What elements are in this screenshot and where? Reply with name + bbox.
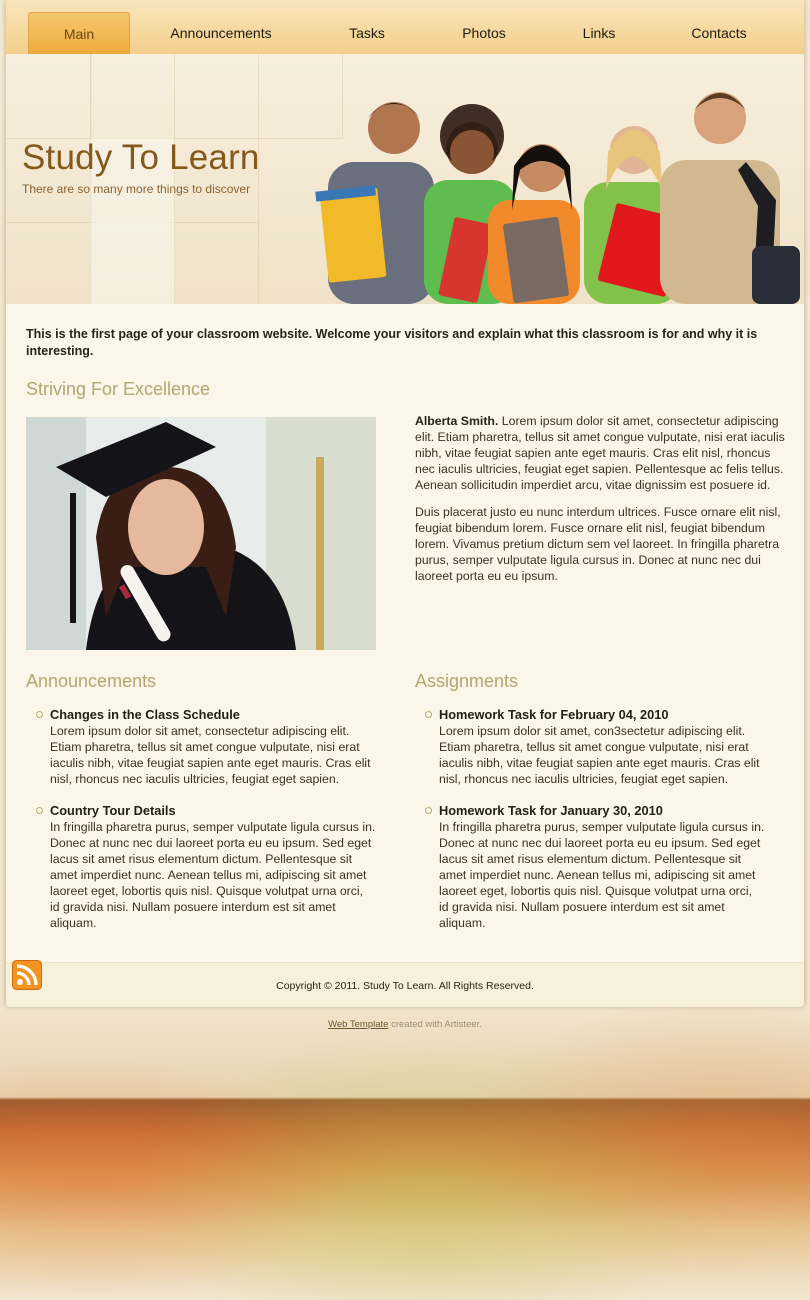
bullet-icon [36,711,43,718]
students-group-image [306,70,804,304]
copyright-text: Copyright © 2011. Study To Learn. All Rights Reserved. [276,980,534,992]
intro-paragraph-2: Duis placerat justo eu nunc interdum ultrices. Fusce ornare elit nisl, feugiat bibendum lorem. Fusce ornare elit nisl, feugiat bibendum lorem. Vivamus pretium dictum sem vel laoreet. In fringilla pharetra purus, semper vulputate ligula cursus in. Donec at nunc nec dui laoreet porta eu eu ipsum. [415,505,781,583]
site-slogan: There are so many more things to discover [22,182,251,196]
header-tile [6,222,91,304]
header-tile [90,222,175,304]
nav-item-photos[interactable]: Photos [462,25,506,41]
announcement-text: In fringilla pharetra purus, semper vulputate ligula cursus in. Donec at nunc nec dui laoreet porta eu eu ipsum. Sed eget lacus sit amet risus elementum dictum. Pellentesque sit amet imperdiet nunc. Aenean tellus mi, adipiscing sit amet laoreet eget, lobortis quis nisl. Quisque volutpat urna orci, id gravida nisi. Nullam posuere interdum est sit amet aliquam. [50,820,376,930]
author-name: Alberta Smith. [415,414,499,428]
header-tile [174,222,259,304]
announcement-title: Changes in the Class Schedule [50,707,240,722]
header-tile [6,54,91,139]
student-figure [660,92,800,304]
nav-item-contacts[interactable]: Contacts [691,25,747,41]
list-item [26,803,376,931]
nav-item-tasks[interactable]: Tasks [349,25,385,41]
announcements-heading: Announcements [26,671,157,691]
assignment-text: In fringilla pharetra purus, semper vulputate ligula cursus in. Donec at nunc nec dui laoreet porta eu eu ipsum. Sed eget lacus sit amet risus elementum dictum. Pellentesque sit amet imperdiet nunc. Aenean tellus mi, adipiscing sit amet laoreet eget, lobortis quis nisl. Quisque volutpat urna orci, id gravida nisi. Nullam posuere interdum est sit amet aliquam. [439,820,765,930]
announcement-text: Lorem ipsum dolor sit amet, consectetur adipiscing elit. Etiam pharetra, tellus sit amet congue vulputate, nisi erat iaculis nibh, vitae feugiat sapien ante eget mauris. Cras elit nisl, rhoncus nec iaculis ultricies, feugiat eget sapien. [50,724,371,786]
page-footer [6,962,804,1007]
site-header [6,54,804,304]
intro-column [415,413,787,595]
bullet-icon [425,807,432,814]
header-tile [90,54,175,139]
assignments-list [415,707,765,947]
web-template-link[interactable]: Web Template [328,1019,389,1030]
bullet-icon [425,711,432,718]
paragraph-1-text: Lorem ipsum dolor sit amet, consectetur adipiscing elit. Etiam pharetra, tellus sit amet congue vulputate, nisi erat iaculis nibh, vitae feugiat sapien ante eget mauris. Cras elit nisl, rhoncus nec iaculis ultricies, feugiat eget sapien. Pellentesque ac felis tellus. Aenean sollicitudin imperdiet arcu, vitae dignissim est posuere id. [415,414,785,492]
template-credit [0,1019,810,1030]
intro-paragraph-1 [415,413,787,493]
assignment-text: Lorem ipsum dolor sit amet, con3sectetur adipiscing elit. Etiam pharetra, tellus sit amet congue vulputate, nisi erat iaculis nibh, vitae feugiat sapien ante eget mauris. Cras elit nisl, rhoncus nec iaculis ultricies, feugiat eget sapien. [439,724,760,786]
nav-item-announcements[interactable]: Announcements [170,25,272,41]
assignments-heading: Assignments [415,671,519,691]
student-figure [488,144,580,304]
graduate-image [26,417,376,650]
student-figure [315,102,434,304]
nav-item-main[interactable]: Main [28,12,130,55]
graduate-photo [26,417,376,650]
bullet-icon [36,807,43,814]
list-item [415,707,765,787]
site-title: Study To Learn [22,138,260,177]
header-tile [174,54,259,139]
main-nav [6,0,804,55]
nav-item-links[interactable]: Links [582,25,616,41]
announcements-list [26,707,376,947]
assignment-title: Homework Task for February 04, 2010 [439,707,669,722]
list-item [26,707,376,787]
intro-text: This is the first page of your classroom website. Welcome your visitors and explain what this classroom is for and why it is interesting. [26,327,758,358]
credit-text: created with Artisteer. [388,1019,482,1030]
announcement-title: Country Tour Details [50,803,176,818]
page-sheet [6,0,804,1006]
assignment-title: Homework Task for January 30, 2010 [439,803,663,818]
list-item [415,803,765,931]
section-heading: Striving For Excellence [26,379,211,399]
